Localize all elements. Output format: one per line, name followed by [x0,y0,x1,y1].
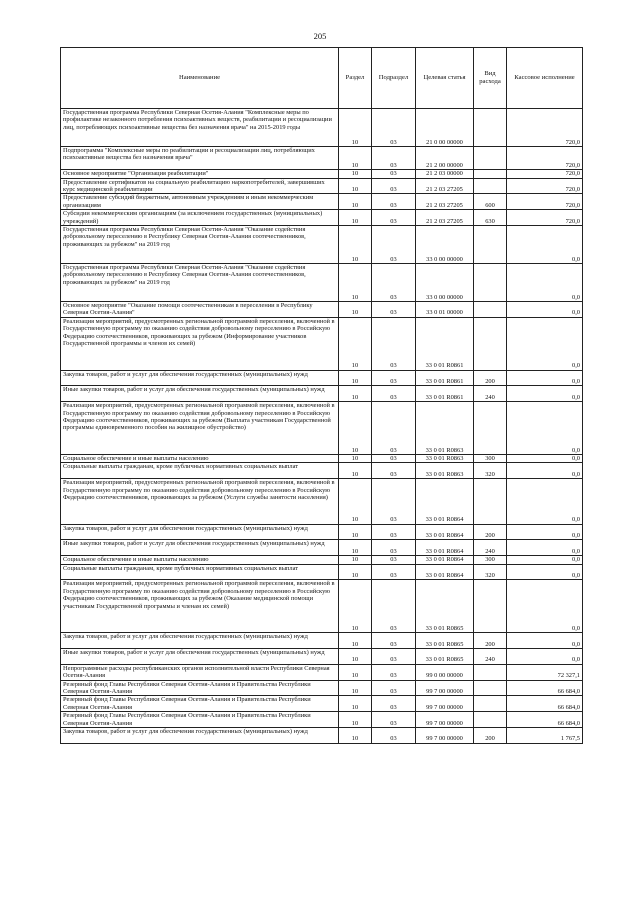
cell-target: 99 7 00 00000 [416,712,474,728]
cell-target: 21 0 00 00000 [416,109,474,147]
cell-razdel: 10 [339,524,372,540]
table-row [61,463,583,479]
cell-expense-type: 300 [474,455,507,463]
cell-name: Предоставление субсидий бюджетным, автономным учреждениям и иным некоммерческим организациям [61,194,339,210]
cell-target: 33 0 01 R0864 [416,479,474,524]
cell-razdel: 10 [339,580,372,633]
table-row [61,178,583,194]
cell-name: Реализация мероприятий, предусмотренных региональной программой переселения, включенной в Государственную программу по оказанию содействия добровольному переселению в Российскую Федерацию соотечественников, проживающих за рубежом (Выплата участникам Государственной программы единовременного пособия на жилищное обустройство) [61,402,339,455]
table-row [61,649,583,665]
cell-razdel: 10 [339,696,372,712]
cell-podrazdel: 03 [372,540,416,556]
table-row [61,564,583,580]
cell-name: Закупка товаров, работ и услуг для обеспечения государственных (муниципальных) нужд [61,728,339,744]
cell-name: Закупка товаров, работ и услуг для обеспечения государственных (муниципальных) нужд [61,633,339,649]
cell-podrazdel: 03 [372,696,416,712]
cell-podrazdel: 03 [372,194,416,210]
cell-razdel: 10 [339,170,372,178]
cell-razdel: 10 [339,564,372,580]
table-row [61,170,583,178]
cell-razdel: 10 [339,264,372,302]
cell-name: Государственная программа Республики Северная Осетия-Алания "Оказание содействия добровольному переселению в Республику Северная Осетия-Алания соотечественников, проживающих за рубежом" на 2019 год [61,264,339,302]
cell-expense-type: 240 [474,540,507,556]
cell-podrazdel: 03 [372,556,416,564]
cell-name: Социальное обеспечение и иные выплаты населению [61,556,339,564]
cell-cash: 66 684,0 [507,696,583,712]
cell-target: 33 0 01 R0864 [416,540,474,556]
cell-name: Государственная программа Республики Северная Осетия-Алания "Оказание содействия добровольному переселению в Республику Северная Осетия-Алания соотечественников, проживающих за рубежом" на 2019 год [61,226,339,264]
cell-cash: 1 767,5 [507,728,583,744]
cell-target: 33 0 01 R0864 [416,564,474,580]
cell-razdel: 10 [339,386,372,402]
cell-name: Реализация мероприятий, предусмотренных региональной программой переселения, включенной в Государственную программу по оказанию содействия добровольному переселению в Российскую Федерацию соотечественников, проживающих за рубежом (Оказание медицинской помощи участникам Государственной программы и членам их семей) [61,580,339,633]
cell-name: Предоставление сертификатов на социальную реабилитацию наркопотребителей, завершивших курс медицинской реабилитации [61,178,339,194]
cell-cash: 72 327,1 [507,664,583,680]
cell-expense-type [474,580,507,633]
header-cash: Кассовое исполнение [507,48,583,109]
table-row [61,556,583,564]
table-row [61,680,583,696]
cell-cash: 720,0 [507,210,583,226]
cell-expense-type [474,680,507,696]
cell-name: Иные закупки товаров, работ и услуг для обеспечения государственных (муниципальных) нужд [61,540,339,556]
cell-expense-type [474,712,507,728]
cell-name: Подпрограмма "Комплексные меры по реабилитации и ресоциализации лиц, потребляющих психоактивные вещества без назначения врача" [61,147,339,170]
table-row [61,302,583,318]
budget-table [60,47,583,744]
cell-razdel: 10 [339,210,372,226]
cell-target: 33 0 00 00000 [416,264,474,302]
table-row [61,317,583,370]
cell-podrazdel: 03 [372,302,416,318]
cell-expense-type: 200 [474,370,507,386]
cell-podrazdel: 03 [372,479,416,524]
cell-podrazdel: 03 [372,564,416,580]
header-target: Целевая статья [416,48,474,109]
cell-razdel: 10 [339,194,372,210]
table-row [61,728,583,744]
cell-expense-type: 200 [474,524,507,540]
cell-target: 33 0 01 R0864 [416,556,474,564]
cell-podrazdel: 03 [372,712,416,728]
table-row [61,540,583,556]
cell-cash: 66 684,0 [507,712,583,728]
cell-razdel: 10 [339,664,372,680]
table-row [61,194,583,210]
cell-podrazdel: 03 [372,370,416,386]
cell-podrazdel: 03 [372,728,416,744]
cell-target: 99 7 00 00000 [416,680,474,696]
cell-expense-type [474,696,507,712]
table-row [61,580,583,633]
cell-target: 33 0 00 00000 [416,226,474,264]
table-row [61,370,583,386]
cell-cash: 0,0 [507,386,583,402]
cell-name: Государственная программа Республики Северная Осетия-Алания "Комплексные меры по профилактике незаконного потребления психоактивных веществ, реабилитации и ресоциализации лиц, потребляющих психоактивные вещества без назначения врача" на 2015-2019 годы [61,109,339,147]
header-name: Наименование [61,48,339,109]
cell-podrazdel: 03 [372,109,416,147]
cell-podrazdel: 03 [372,633,416,649]
header-podrazdel: Подраздел [372,48,416,109]
cell-podrazdel: 03 [372,455,416,463]
cell-expense-type [474,302,507,318]
table-row [61,455,583,463]
table-row [61,402,583,455]
cell-razdel: 10 [339,712,372,728]
table-body [61,109,583,744]
cell-cash: 0,0 [507,564,583,580]
cell-name: Закупка товаров, работ и услуг для обеспечения государственных (муниципальных) нужд [61,370,339,386]
table-row [61,210,583,226]
cell-expense-type [474,479,507,524]
cell-cash: 0,0 [507,370,583,386]
cell-expense-type: 320 [474,463,507,479]
table-row [61,664,583,680]
page-number: 205 [313,31,327,41]
cell-cash: 0,0 [507,540,583,556]
cell-expense-type: 300 [474,556,507,564]
cell-podrazdel: 03 [372,178,416,194]
cell-razdel: 10 [339,633,372,649]
cell-razdel: 10 [339,317,372,370]
cell-expense-type: 240 [474,386,507,402]
cell-expense-type: 600 [474,194,507,210]
cell-name: Социальные выплаты гражданам, кроме публичных нормативных социальных выплат [61,564,339,580]
cell-cash: 66 684,0 [507,680,583,696]
cell-cash: 0,0 [507,317,583,370]
cell-cash: 0,0 [507,524,583,540]
table-row [61,712,583,728]
cell-expense-type [474,147,507,170]
cell-razdel: 10 [339,147,372,170]
cell-name: Непрограммные расходы республиканских органов исполнительной власти Республики Северная Осетия-Алания [61,664,339,680]
cell-podrazdel: 03 [372,170,416,178]
cell-razdel: 10 [339,302,372,318]
cell-cash: 0,0 [507,264,583,302]
cell-expense-type: 200 [474,728,507,744]
cell-expense-type [474,170,507,178]
cell-podrazdel: 03 [372,147,416,170]
cell-expense-type [474,664,507,680]
table-row [61,226,583,264]
cell-expense-type [474,402,507,455]
cell-target: 99 7 00 00000 [416,728,474,744]
cell-razdel: 10 [339,109,372,147]
cell-name: Резервный фонд Главы Республики Северная Осетия-Алания и Правительства Республики Северная Осетия-Алания [61,712,339,728]
cell-expense-type: 320 [474,564,507,580]
cell-name: Иные закупки товаров, работ и услуг для обеспечения государственных (муниципальных) нужд [61,386,339,402]
table-row [61,147,583,170]
cell-target: 33 0 01 R0864 [416,524,474,540]
cell-name: Реализация мероприятий, предусмотренных региональной программой переселения, включенной в Государственную программу по оказанию содействия добровольному переселению в Российскую Федерацию соотечественников, проживающих за рубежом (Информирование участников Государственной программы и членов их семей) [61,317,339,370]
cell-razdel: 10 [339,226,372,264]
cell-name: Закупка товаров, работ и услуг для обеспечения государственных (муниципальных) нужд [61,524,339,540]
cell-target: 33 0 01 R0861 [416,386,474,402]
cell-name: Резервный фонд Главы Республики Северная Осетия-Алания и Правительства Республики Северная Осетия-Алания [61,680,339,696]
cell-expense-type [474,178,507,194]
cell-razdel: 10 [339,455,372,463]
cell-cash: 0,0 [507,455,583,463]
cell-cash: 0,0 [507,226,583,264]
table-row [61,109,583,147]
cell-target: 33 0 01 R0863 [416,402,474,455]
cell-podrazdel: 03 [372,649,416,665]
table-row [61,524,583,540]
cell-cash: 0,0 [507,463,583,479]
cell-razdel: 10 [339,402,372,455]
cell-target: 21 2 03 27205 [416,178,474,194]
table-row [61,264,583,302]
cell-target: 21 2 03 00000 [416,170,474,178]
cell-cash: 0,0 [507,302,583,318]
cell-podrazdel: 03 [372,580,416,633]
cell-razdel: 10 [339,178,372,194]
cell-cash: 0,0 [507,556,583,564]
cell-target: 33 0 01 R0865 [416,580,474,633]
cell-podrazdel: 03 [372,680,416,696]
cell-expense-type: 200 [474,633,507,649]
cell-name: Основное мероприятие "Организация реабилитации" [61,170,339,178]
table-row [61,386,583,402]
cell-podrazdel: 03 [372,226,416,264]
cell-podrazdel: 03 [372,386,416,402]
cell-target: 21 2 00 00000 [416,147,474,170]
cell-expense-type: 630 [474,210,507,226]
table-header-row [61,48,583,109]
cell-podrazdel: 03 [372,664,416,680]
cell-razdel: 10 [339,680,372,696]
cell-razdel: 10 [339,463,372,479]
table-row [61,696,583,712]
cell-target: 33 0 01 R0865 [416,649,474,665]
cell-razdel: 10 [339,649,372,665]
cell-target: 33 0 01 00000 [416,302,474,318]
cell-target: 33 0 01 R0865 [416,633,474,649]
cell-cash: 0,0 [507,402,583,455]
cell-expense-type [474,317,507,370]
cell-expense-type [474,226,507,264]
cell-razdel: 10 [339,556,372,564]
cell-cash: 0,0 [507,479,583,524]
cell-cash: 720,0 [507,170,583,178]
cell-name: Субсидии некоммерческим организациям (за исключением государственных (муниципальных) учреждений) [61,210,339,226]
cell-cash: 0,0 [507,580,583,633]
cell-name: Социальное обеспечение и иные выплаты населению [61,455,339,463]
cell-razdel: 10 [339,479,372,524]
cell-podrazdel: 03 [372,402,416,455]
cell-target: 21 2 03 27205 [416,194,474,210]
cell-target: 33 0 01 R0863 [416,455,474,463]
cell-name: Реализация мероприятий, предусмотренных региональной программой переселения, включенной в Государственную программу по оказанию содействия добровольному переселению в Российскую Федерацию соотечественников, проживающих за рубежом (Услуги службы занятости населения) [61,479,339,524]
cell-cash: 720,0 [507,109,583,147]
cell-razdel: 10 [339,540,372,556]
table-row [61,479,583,524]
cell-cash: 720,0 [507,147,583,170]
cell-target: 21 2 03 27205 [416,210,474,226]
cell-razdel: 10 [339,728,372,744]
cell-cash: 0,0 [507,633,583,649]
cell-target: 99 7 00 00000 [416,696,474,712]
cell-podrazdel: 03 [372,210,416,226]
cell-name: Резервный фонд Главы Республики Северная Осетия-Алания и Правительства Республики Северная Осетия-Алания [61,696,339,712]
cell-target: 33 0 01 R0863 [416,463,474,479]
cell-name: Основное мероприятие "Оказание помощи соотечественникам в переселении в Республику Северная Осетия-Алания" [61,302,339,318]
cell-expense-type: 240 [474,649,507,665]
cell-target: 33 0 01 R0861 [416,317,474,370]
cell-podrazdel: 03 [372,463,416,479]
cell-razdel: 10 [339,370,372,386]
cell-podrazdel: 03 [372,264,416,302]
cell-expense-type [474,264,507,302]
cell-expense-type [474,109,507,147]
cell-name: Иные закупки товаров, работ и услуг для обеспечения государственных (муниципальных) нужд [61,649,339,665]
cell-podrazdel: 03 [372,524,416,540]
cell-cash: 720,0 [507,194,583,210]
cell-target: 33 0 01 R0861 [416,370,474,386]
header-razdel: Раздел [339,48,372,109]
header-expense-type: Вид расхода [474,48,507,109]
cell-name: Социальные выплаты гражданам, кроме публичных нормативных социальных выплат [61,463,339,479]
table-row [61,633,583,649]
cell-target: 99 0 00 00000 [416,664,474,680]
cell-podrazdel: 03 [372,317,416,370]
cell-cash: 720,0 [507,178,583,194]
cell-cash: 0,0 [507,649,583,665]
